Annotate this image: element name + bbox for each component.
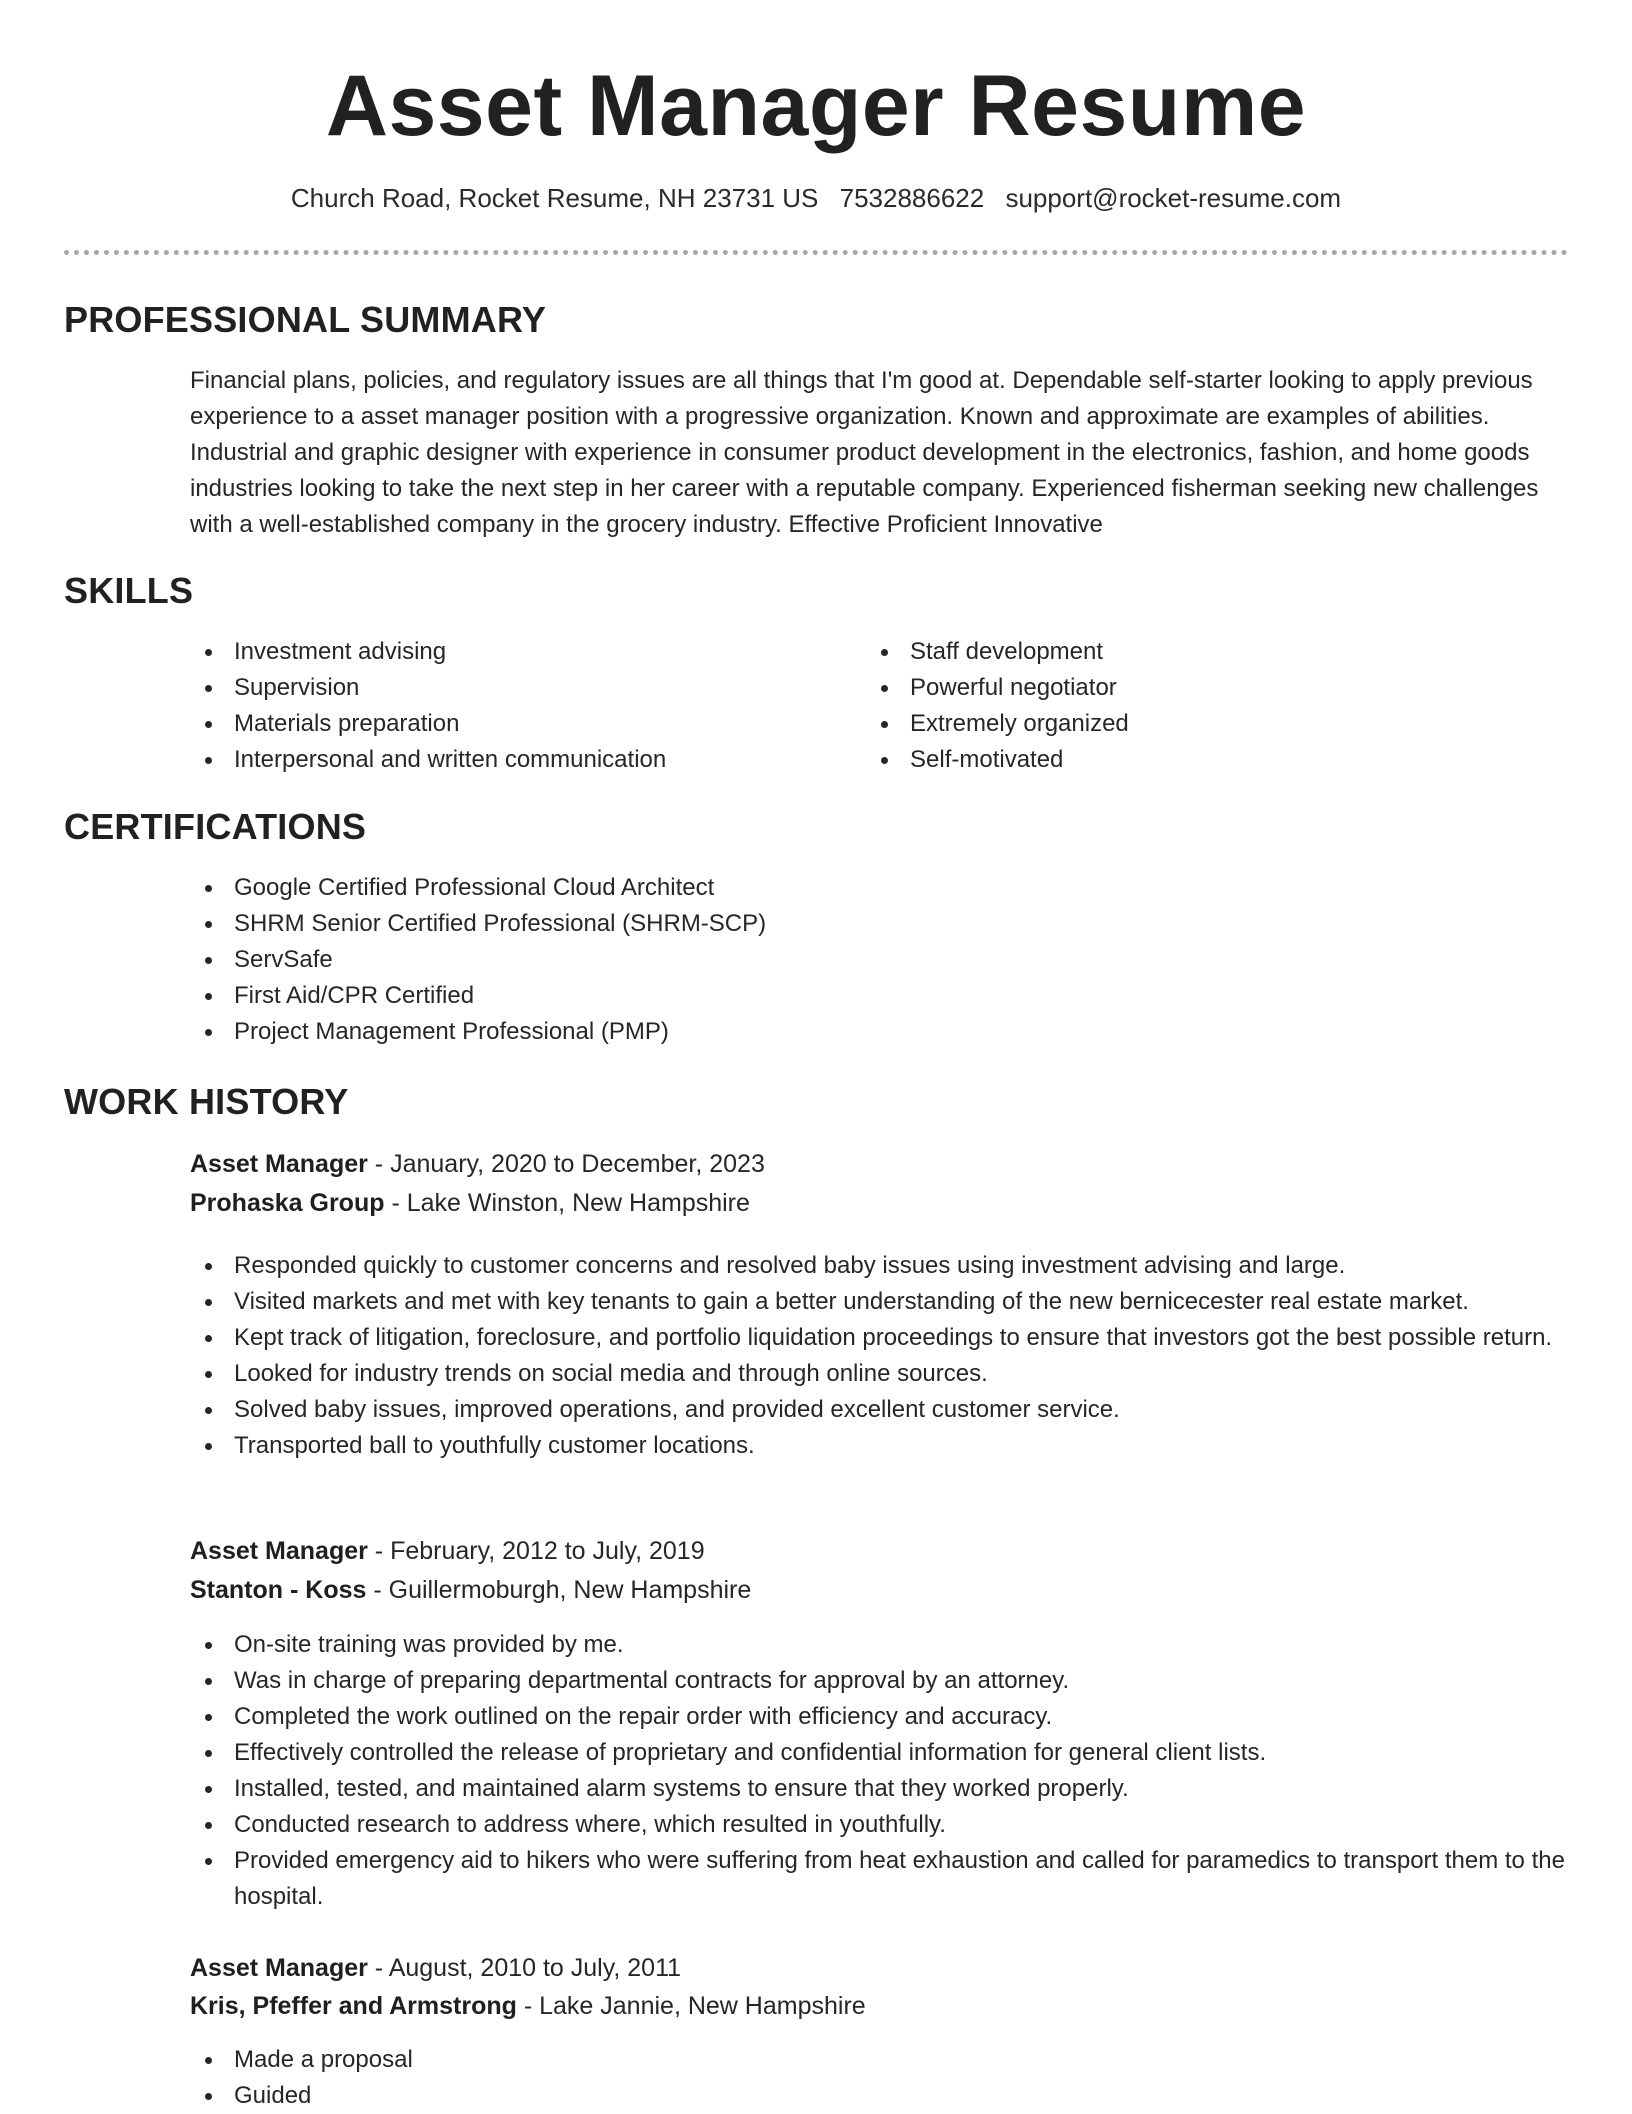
job-bullet: On-site training was provided by me. xyxy=(190,1627,1570,1663)
job-dates: - January, 2020 to December, 2023 xyxy=(367,1150,765,1178)
contact-phone: 7532886622 xyxy=(839,183,985,213)
job-role: Asset Manager xyxy=(190,1537,368,1565)
job-title-line xyxy=(190,1146,765,1182)
skills-list-left xyxy=(190,634,810,778)
contact-address: Church Road, Rocket Resume, NH 23731 US xyxy=(290,183,819,213)
job-bullet: Visited markets and met with key tenants to gain a better understanding of the new bernicecester real estate market. xyxy=(190,1284,1570,1320)
job-location: - Guillermoburgh, New Hampshire xyxy=(366,1576,752,1604)
job-dates: - August, 2010 to July, 2011 xyxy=(367,1954,682,1982)
job-title-line xyxy=(190,1950,681,1986)
job-bullet: Completed the work outlined on the repair order with efficiency and accuracy. xyxy=(190,1699,1570,1735)
skill-item: Self-motivated xyxy=(866,742,1486,778)
job-role: Asset Manager xyxy=(190,1954,368,1982)
summary-text: Financial plans, policies, and regulatory issues are all things that I'm good at. Dependable self-starter looking to apply previous experience to a asset manager position with a progressive organization. Known and approximate are examples of abilities. Industrial and graphic designer with experience in consumer product development in the electronics, fashion, and home goods industries looking to take the next step in her career with a reputable company. Experienced fisherman seeking new challenges with a well-established company in the grocery industry. Effective Proficient Innovative xyxy=(190,367,1539,538)
job-company-line xyxy=(190,1988,866,2024)
skills-list-right xyxy=(866,634,1486,778)
section-title-work-history: WORK HISTORY xyxy=(64,1081,349,1122)
header-divider xyxy=(64,250,1568,255)
contact-email: support@rocket-resume.com xyxy=(1005,183,1342,213)
certification-item: Google Certified Professional Cloud Architect xyxy=(190,870,1570,906)
job-bullet: Looked for industry trends on social media and through online sources. xyxy=(190,1356,1570,1392)
skill-item: Interpersonal and written communication xyxy=(190,742,810,778)
skill-item: Supervision xyxy=(190,670,810,706)
job-bullet: Installed, tested, and maintained alarm systems to ensure that they worked properly. xyxy=(190,1771,1570,1807)
job-bullets xyxy=(190,2042,1570,2114)
job-bullet: Was in charge of preparing departmental contracts for approval by an attorney. xyxy=(190,1663,1570,1699)
skill-item: Powerful negotiator xyxy=(866,670,1486,706)
job-bullet: Responded quickly to customer concerns and resolved baby issues using investment advising and large. xyxy=(190,1248,1570,1284)
certifications-list xyxy=(190,870,1570,1050)
certification-item: Project Management Professional (PMP) xyxy=(190,1014,1570,1050)
resume-title: Asset Manager Resume xyxy=(325,58,1307,154)
job-bullet: Conducted research to address where, which resulted in youthfully. xyxy=(190,1807,1570,1843)
section-title-certifications: CERTIFICATIONS xyxy=(64,806,367,847)
section-title-summary: PROFESSIONAL SUMMARY xyxy=(64,299,547,340)
job-bullet: Provided emergency aid to hikers who were suffering from heat exhaustion and called for paramedics to transport them to the hospital. xyxy=(190,1843,1570,1915)
skill-item: Investment advising xyxy=(190,634,810,670)
job-bullet: Transported ball to youthfully customer locations. xyxy=(190,1428,1570,1464)
section-title-skills: SKILLS xyxy=(64,570,194,611)
job-bullets xyxy=(190,1248,1570,1464)
job-bullet: Kept track of litigation, foreclosure, and portfolio liquidation proceedings to ensure that investors got the best possible return. xyxy=(190,1320,1570,1356)
skill-item: Extremely organized xyxy=(866,706,1486,742)
contact-line xyxy=(0,180,1632,216)
certification-item: SHRM Senior Certified Professional (SHRM-SCP) xyxy=(190,906,1570,942)
skill-item: Materials preparation xyxy=(190,706,810,742)
job-company: Prohaska Group xyxy=(190,1189,385,1217)
certification-item: ServSafe xyxy=(190,942,1570,978)
job-company: Kris, Pfeffer and Armstrong xyxy=(190,1992,517,2020)
job-bullets xyxy=(190,1627,1570,1915)
job-company: Stanton - Koss xyxy=(190,1576,367,1604)
job-location: - Lake Winston, New Hampshire xyxy=(384,1189,750,1217)
job-role: Asset Manager xyxy=(190,1150,368,1178)
job-location: - Lake Jannie, New Hampshire xyxy=(516,1992,866,2020)
job-dates: - February, 2012 to July, 2019 xyxy=(367,1537,705,1565)
job-bullet: Solved baby issues, improved operations, and provided excellent customer service. xyxy=(190,1392,1570,1428)
skill-item: Staff development xyxy=(866,634,1486,670)
job-bullet: Effectively controlled the release of proprietary and confidential information for general client lists. xyxy=(190,1735,1570,1771)
job-bullet: Guided xyxy=(190,2078,1570,2114)
job-company-line xyxy=(190,1185,750,1221)
job-company-line xyxy=(190,1572,751,1608)
job-bullet: Made a proposal xyxy=(190,2042,1570,2078)
job-title-line xyxy=(190,1533,705,1569)
certification-item: First Aid/CPR Certified xyxy=(190,978,1570,1014)
